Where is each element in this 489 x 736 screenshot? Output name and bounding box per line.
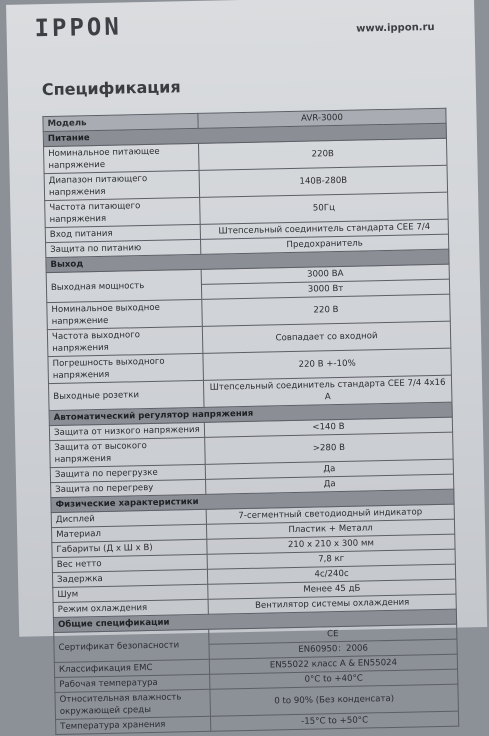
- spec-label: Задержка: [52, 569, 207, 587]
- spec-label: Шум: [53, 584, 208, 602]
- spec-label: Вес нетто: [52, 554, 207, 572]
- ippon-logo: IPPON: [34, 12, 123, 43]
- spec-value: 220 В +-10%: [203, 348, 452, 380]
- model-label: Модель: [43, 113, 198, 131]
- spec-value: 0°C to +40°C: [210, 669, 458, 689]
- spec-label: Относительная влажность окружающей среды: [55, 689, 211, 719]
- spec-label: Сертификат безопасности: [54, 629, 210, 662]
- spec-value: Штепсельный соединитель стандарта CEE 7/4 4x16 А: [203, 375, 452, 407]
- spec-label: Выходные розетки: [48, 380, 204, 410]
- spec-label: Погрешность выходного напряжения: [48, 353, 204, 383]
- section-title: Автоматический регулятор напряжения: [49, 402, 452, 425]
- spec-label: Частота питающего напряжения: [45, 197, 201, 227]
- spec-label: Защита от высокого напряжения: [50, 437, 206, 467]
- spec-value: Совпадает со входной: [202, 321, 451, 353]
- spec-value: Штепсельный соединитель стандарта CEE 7/4: [200, 219, 448, 239]
- spec-value: Да: [205, 459, 453, 479]
- spec-label: Режим охлаждения: [53, 599, 208, 617]
- spec-value: 3000 Вт: [201, 279, 449, 299]
- spec-value: 4с/240с: [207, 564, 455, 584]
- spec-label: Температура хранения: [56, 716, 211, 734]
- website-url: www.ippon.ru: [356, 21, 435, 35]
- spec-label: Диапазон питающего напряжения: [44, 170, 200, 200]
- model-value: AVR-3000: [198, 108, 446, 128]
- spec-label: Защита по перегрузке: [50, 464, 205, 482]
- spec-label: Защита по питанию: [46, 239, 201, 257]
- page-title: Спецификация: [41, 77, 181, 100]
- spec-value: -15°C to +50°C: [210, 711, 458, 731]
- spec-value: 7-сегментный светодиодный индикатор: [206, 504, 454, 524]
- spec-label: Вход питания: [45, 224, 200, 242]
- spec-value: Менее 45 дБ: [208, 579, 456, 599]
- spec-value: 220В: [198, 138, 447, 170]
- spec-value: <140 В: [204, 417, 452, 437]
- section-title: Выход: [46, 249, 449, 272]
- spec-value: 210 х 210 х 300 мм: [207, 534, 455, 554]
- spec-value: 0 to 90% (Без конденсата): [210, 684, 459, 716]
- spec-table: [42, 108, 459, 735]
- spec-label: Выходная мощность: [46, 269, 202, 302]
- spec-value: 140В-280В: [199, 165, 448, 197]
- spec-value: 3000 ВА: [201, 264, 449, 284]
- spec-label: Классификация EMC: [54, 659, 209, 677]
- spec-label: Габариты (Д х Ш х В): [52, 539, 207, 557]
- spec-label: Номинальное питающее напряжение: [44, 143, 200, 173]
- spec-value: Пластик + Металл: [206, 519, 454, 539]
- spec-value: CE: [209, 624, 457, 644]
- spec-label: Защита по перегреву: [51, 479, 206, 497]
- spec-value: 220 В: [202, 294, 451, 326]
- spec-label: Материал: [52, 524, 207, 542]
- spec-label: Защита от низкого напряжения: [49, 422, 204, 440]
- section-title: Физические характеристики: [51, 489, 454, 512]
- spec-value: Да: [206, 474, 454, 494]
- spec-label: Номинальное выходное напряжение: [47, 299, 203, 329]
- spec-value: Предохранитель: [201, 234, 449, 254]
- spec-value: EN60950：2006: [209, 639, 457, 659]
- spec-label: Дисплей: [51, 509, 206, 527]
- spec-value: 50Гц: [200, 192, 449, 224]
- spec-label: Частота выходного напряжения: [47, 326, 203, 356]
- spec-value: 7,8 кг: [207, 549, 455, 569]
- section-title: Питание: [43, 123, 446, 146]
- manual-page: [6, 0, 487, 732]
- spec-value: >280 В: [205, 432, 454, 464]
- section-title: Общие спецификации: [53, 609, 456, 632]
- spec-label: Рабочая температура: [55, 674, 210, 692]
- spec-value: EN55022 класс А & EN55024: [209, 654, 457, 674]
- spec-value: Вентилятор системы охлаждения: [208, 594, 456, 614]
